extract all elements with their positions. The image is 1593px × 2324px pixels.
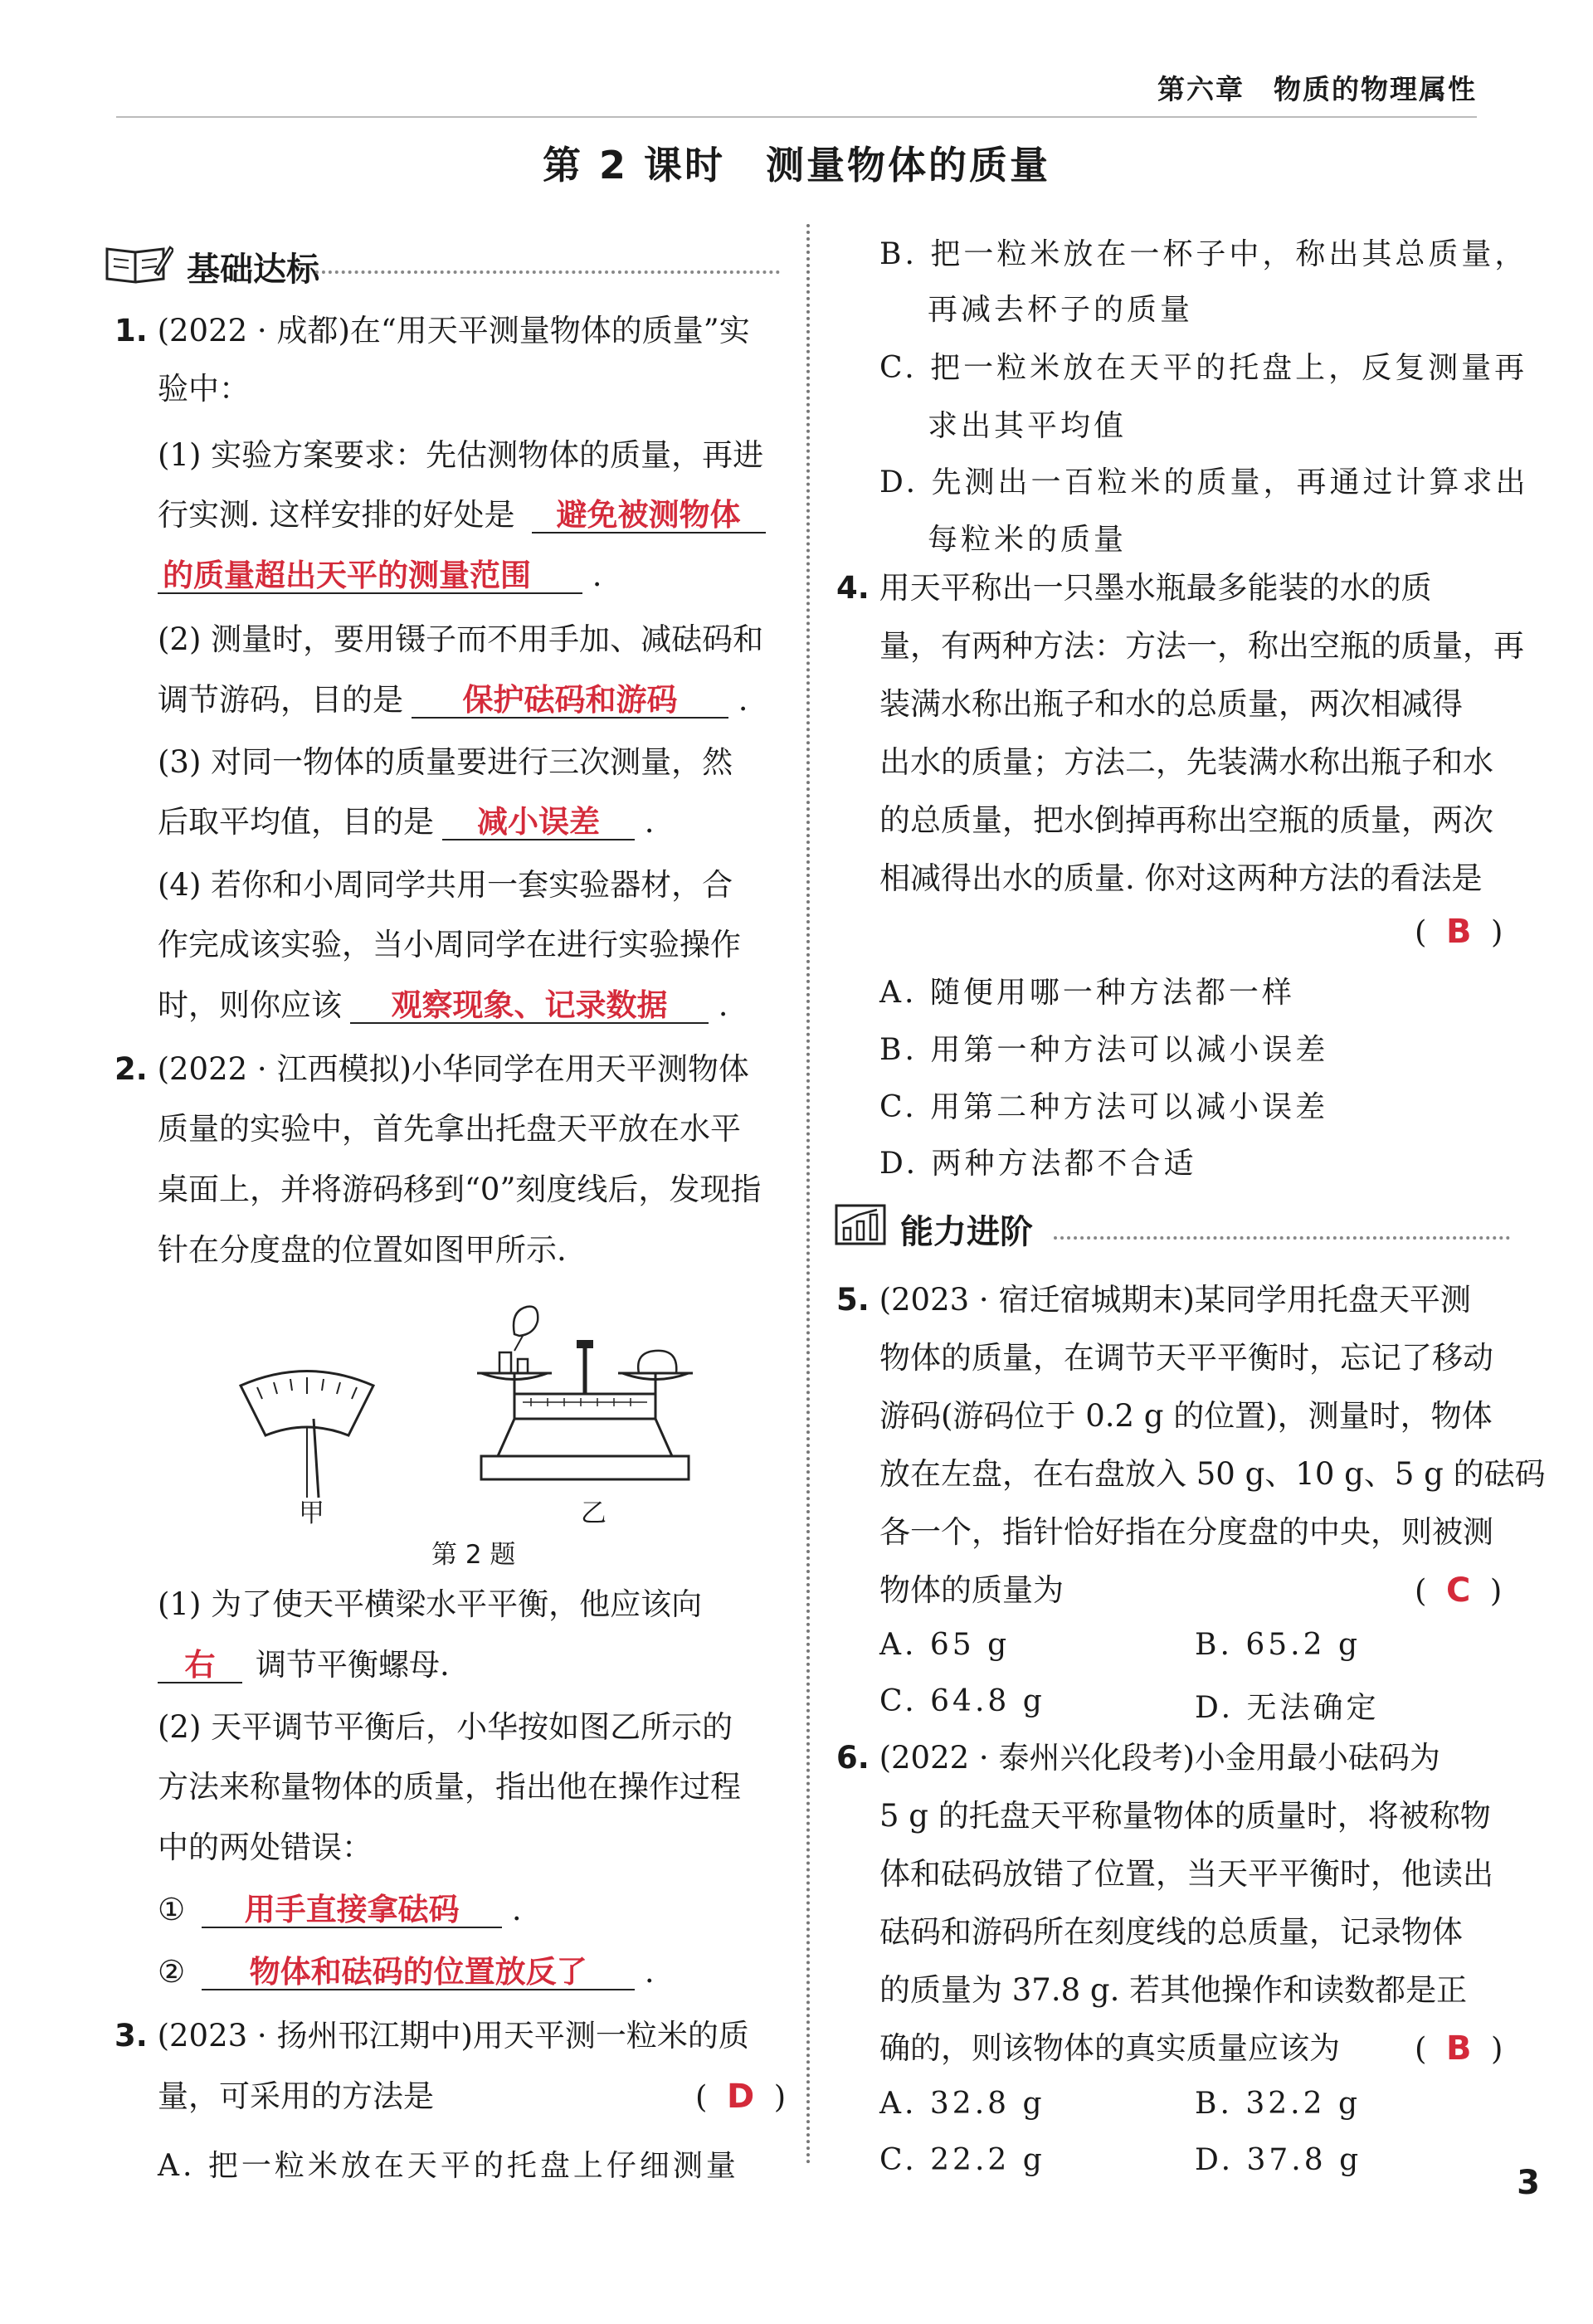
q1-number: 1. [114,313,148,348]
q6-line6: 确的，则该物体的真实质量应该为 [879,2030,1340,2066]
q2-error2: ② 物体和砝码的位置放反了 . [158,1954,655,1990]
q2-p2-line2: 方法来称量物体的质量，指出他在操作过程 [158,1769,741,1805]
q2-error2-mark: ② [158,1954,186,1990]
q4-answer: B [1445,913,1472,951]
q5-line1 [836,1282,1471,1318]
q3-option-c-line2: 求出其平均值 [928,409,1128,443]
q5-option-d: D. 无法确定 [1195,1691,1380,1725]
q2-figure-label-yi: 乙 [581,1498,607,1528]
q6-option-a: A. 32.8 g [879,2087,1045,2121]
q3-option-a: A. 把一粒米放在天平的托盘上仔细测量 [158,2149,739,2183]
q4-option-c: C. 用第二种方法可以减小误差 [879,1090,1329,1124]
q5-answer: C [1445,1571,1471,1610]
q3-option-d-line2: 每粒米的质量 [928,523,1128,557]
q3-option-b-line2: 再减去杯子的质量 [928,293,1194,327]
q2-p1-line1: (1) 为了使天平横梁水平平衡，他应该向 [158,1586,703,1622]
section-basic-label: 基础达标 [187,250,319,289]
q2-p1-text: 调节平衡螺母. [256,1647,450,1683]
q5-line4: 放在左盘，在右盘放入 50 g、10 g、5 g 的砝码 [879,1456,1546,1492]
q1-p3-line1: (3) 对同一物体的质量要进行三次测量，然 [158,744,733,780]
section-advanced-rule [1054,1236,1510,1240]
q4-line2: 量，有两种方法：方法一，称出空瓶的质量，再 [879,628,1524,664]
q6-stem: (2022 · 泰州兴化段考)小金用最小砝码为 [879,1740,1440,1776]
q2-p2-line1: (2) 天平调节平衡后，小华按如图乙所示的 [158,1709,733,1745]
q1-p3-line2: 后取平均值，目的是 减小误差 . [158,804,655,840]
q6-answer: B [1445,2029,1472,2068]
q1-p1-answer-1: 避免被测物体 [532,499,766,533]
q4-number: 4. [836,570,870,606]
chart-growth-icon [834,1203,887,1255]
q1-p4-answer: 观察现象、记录数据 [350,990,709,1024]
q5-answer-bracket: ( C ) [1415,1571,1503,1610]
q1-p1-line1: (1) 实验方案要求：先估测物体的质量，再进 [158,437,764,473]
q2-error1-mark: ① [158,1892,186,1927]
q2-number: 2. [114,1051,148,1087]
q2-p1-answer: 右 [158,1649,242,1683]
q6-line5: 的质量为 37.8 g. 若其他操作和读数都是正 [879,1972,1468,2008]
q6-line2: 5 g 的托盘天平称量物体的质量时，将被称物 [879,1798,1491,1834]
q6-line3: 体和砝码放错了位置，当天平平衡时，他读出 [879,1856,1493,1892]
q5-line3: 游码(游码位于 0.2 g 的位置)，测量时，物体 [879,1398,1493,1434]
q4-option-b: B. 用第一种方法可以减小误差 [879,1033,1329,1067]
q3-answer-bracket: ( D ) [695,2078,787,2116]
q5-line5: 各一个，指针恰好指在分度盘的中央，则被测 [879,1514,1493,1550]
q4-line3: 装满水称出瓶子和水的总质量，两次相减得 [879,686,1463,722]
q4-answer-bracket: ( B ) [1415,913,1503,951]
q2-line2: 质量的实验中，首先拿出托盘天平放在水平 [158,1111,741,1147]
q2-figure-dial [232,1361,382,1505]
q5-option-b: B. 65.2 g [1195,1628,1361,1662]
q5-stem: (2023 · 宿迁宿城期末)某同学用托盘天平测 [879,1282,1471,1318]
q2-figure-caption: 第 2 题 [431,1540,516,1570]
q1-p2-line2: 调节游码，目的是 保护砝码和游码 . [158,682,748,718]
q5-option-a: A. 65 g [879,1628,1011,1662]
q1-p3-answer: 减小误差 [442,806,635,840]
q6-option-d: D. 37.8 g [1195,2143,1362,2177]
q2-figure-label-jia: 甲 [299,1498,324,1528]
q2-line4: 针在分度盘的位置如图甲所示. [158,1232,567,1268]
section-basic [104,239,319,294]
q1-p2-text: 调节游码，目的是 [158,682,403,718]
page-number: 3 [1517,2164,1540,2202]
q4-line6: 相减得出水的质量. 你对这两种方法的看法是 [879,860,1483,896]
q2-error1: ① 用手直接拿砝码 . [158,1892,522,1927]
page-title: 第 2 课时 测量物体的质量 [542,143,1051,188]
q4-option-d: D. 两种方法都不合适 [879,1147,1197,1181]
q1-p4-line2: 作完成该实验，当小周同学在进行实验操作 [158,927,741,962]
q6-option-b: B. 32.2 g [1195,2087,1361,2121]
q6-line4: 砝码和游码所在刻度线的总质量，记录物体 [879,1914,1463,1950]
chapter-header: 第六章 物质的物理属性 [1157,73,1477,105]
q2-stem: (2022 · 江西模拟)小华同学在用天平测物体 [157,1051,749,1087]
q2-figure-balance [465,1294,705,1497]
q1-p1-text: 行实测. 这样安排的好处是 [158,497,515,533]
q1-p4-text: 时，则你应该 [158,987,342,1023]
q5-number: 5. [836,1282,870,1318]
q1-p4-line3: 时，则你应该 观察现象、记录数据 . [158,987,728,1023]
q3-stem: (2023 · 扬州邗江期中)用天平测一粒米的质 [157,2018,749,2054]
q3-line1 [114,2018,749,2054]
q1-line2: 验中： [158,371,250,407]
q2-p1-line2 [158,1649,450,1683]
section-advanced [834,1203,1033,1255]
q1-p1-answer-2: 的质量超出天平的测量范围 [158,560,582,594]
q5-line2: 物体的质量，在调节天平平衡时，忘记了移动 [879,1340,1493,1376]
section-advanced-label: 能力进阶 [900,1212,1033,1251]
column-divider [806,224,810,2166]
book-pencil-icon [104,239,173,294]
q4-line4: 出水的质量；方法二，先装满水称出瓶子和水 [879,744,1493,780]
q2-line1 [114,1051,749,1087]
q2-error1-answer: 用手直接拿砝码 [202,1894,502,1928]
q1-p2-answer: 保护砝码和游码 [412,685,728,719]
q6-answer-bracket: ( B ) [1415,2029,1503,2068]
q6-number: 6. [836,1740,870,1776]
q6-option-c: C. 22.2 g [879,2143,1045,2177]
q1-p3-text: 后取平均值，目的是 [158,804,434,840]
q3-option-d-line1: D. 先测出一百粒米的质量，再通过计算求出 [879,465,1529,499]
q3-number: 3. [114,2018,148,2054]
q1-p1-line2 [158,499,766,533]
header-rule [116,116,1477,118]
q3-answer: D [726,2078,755,2116]
q2-error2-answer: 物体和砝码的位置放反了 [202,1956,635,1990]
q6-line1 [836,1740,1440,1776]
q1-line1 [114,315,750,346]
q4-line1 [836,570,1432,606]
q1-p1-line3: 的质量超出天平的测量范围 . [158,560,602,594]
q4-option-a: A. 随便用哪一种方法都一样 [879,976,1295,1010]
q4-line5: 的总质量，把水倒掉再称出空瓶的质量，两次 [879,802,1493,838]
q2-p2-line3: 中的两处错误： [158,1829,373,1865]
q4-stem: 用天平称出一只墨水瓶最多能装的水的质 [879,570,1432,606]
q1-p2-line1: (2) 测量时，要用镊子而不用手加、减砝码和 [158,621,764,657]
section-basic-rule [315,270,780,274]
q1-stem: (2022 · 成都)在“用天平测量物体的质量”实 [157,313,750,348]
q1-p4-line1: (4) 若你和小周同学共用一套实验器材，合 [158,867,733,903]
q5-option-c: C. 64.8 g [879,1684,1045,1718]
q3-option-c-line1: C. 把一粒米放在天平的托盘上，反复测量再 [879,351,1528,385]
q3-line2: 量，可采用的方法是 [158,2078,434,2114]
q5-line6: 物体的质量为 [879,1572,1064,1608]
q2-line3: 桌面上，并将游码移到“0”刻度线后，发现指 [158,1172,762,1207]
q3-option-b-line1: B. 把一粒米放在一杯子中，称出其总质量， [879,237,1528,271]
